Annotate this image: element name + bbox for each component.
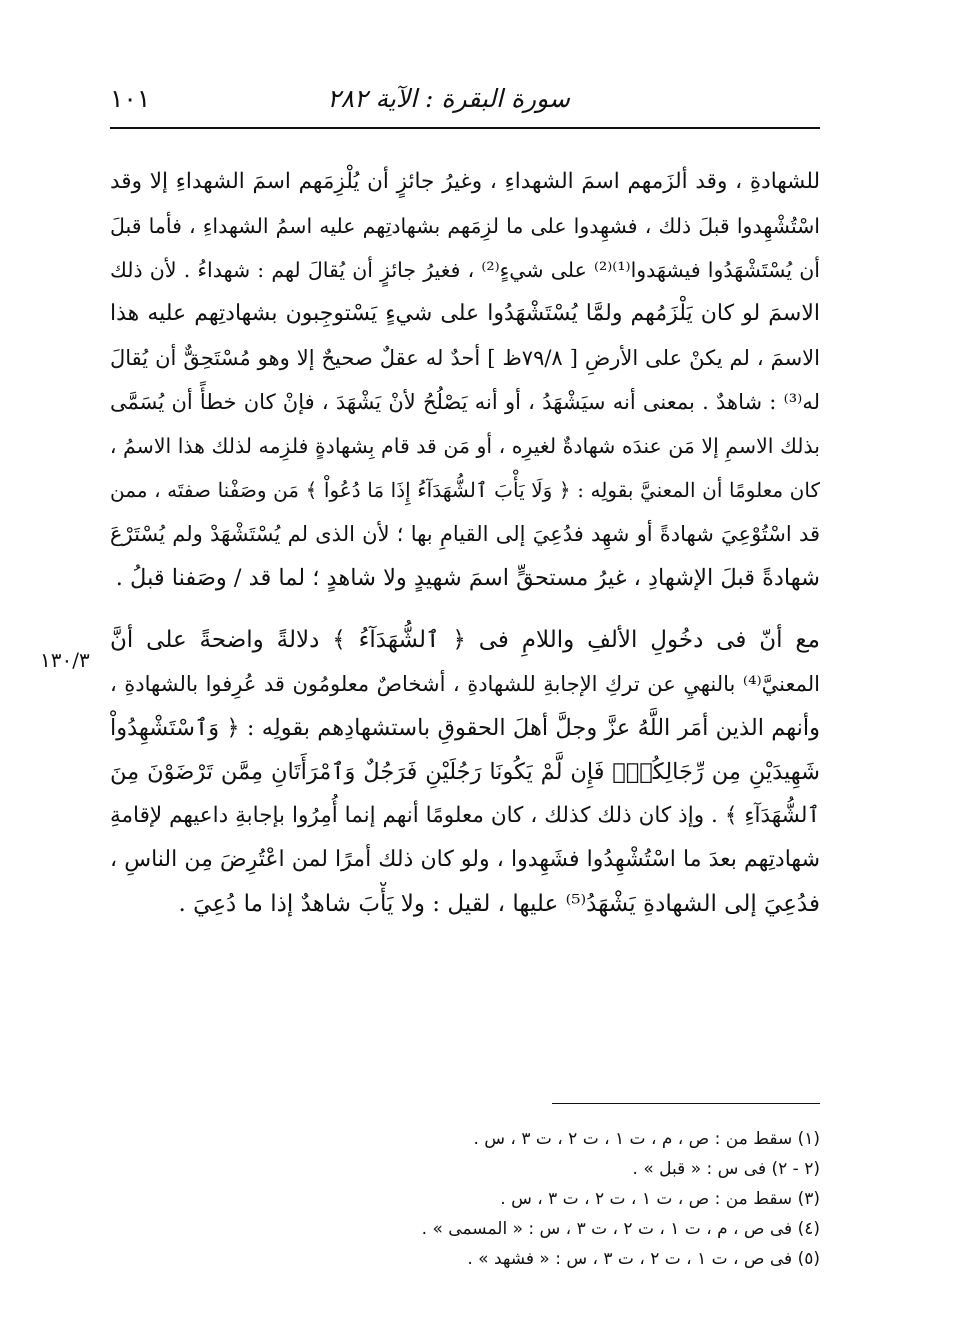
text-line: وأنهم الذين أمَر اللَّهُ عزَّ وجلَّ أهلَ الحقوقِ باستشهادِهم بقولِه : ﴿ وَٱسْتَشْهِدُواْ <box>110 715 820 741</box>
header-divider <box>110 127 820 129</box>
footnote-divider <box>552 1103 820 1104</box>
text-line: كان معلومًا أن المعنيَّ بقولِه : ﴿ وَلَا يَأْبَ ٱلشُّهَدَآءُ إِذَا مَا دُعُواْ ﴾ مَن وصَفْنا صفتَه ، ممن <box>110 478 820 502</box>
text-line: له⁽³⁾ : شاهدٌ . بمعنى أنه سيَشْهَدُ ، أو أنه يَصْلُحُ لأنْ يَشْهَدَ ، فإنْ كان خطأً أن يُسَمَّى <box>110 390 820 414</box>
text-line: الاسمَ لو كان يَلْزَمُهم ولمَّا يُسْتَشْهَدُوا على شيءٍ يَسْتوجِبون بشهادتِهم عليه هذا <box>110 301 820 326</box>
footnote: (٣) سقط من : ص ، ت ١ ، ت ٢ ، ت ٣ ، س . <box>500 1189 820 1209</box>
footnote: (٥) فى ص ، ت ١ ، ت ٢ ، ت ٣ ، س : « فشهد » . <box>467 1249 820 1269</box>
text-line: ٱلشُّهَدَآءِ ﴾ . وإذ كان ذلك كذلك ، كان معلومًا أنهم إنما أُمِرُوا بإجابةِ داعيهم لإقامةِ <box>110 803 820 828</box>
footnote: (٢ - ٢) فى س : « قبل » . <box>632 1159 820 1179</box>
footnote: (١) سقط من : ص ، م ، ت ١ ، ت ٢ ، ت ٣ ، س . <box>473 1129 820 1149</box>
paragraph-1 <box>110 160 820 600</box>
text-line: بذلك الاسمِ إلا مَن عندَه شهادةٌ لغيرِه ، أو مَن قد قام بِشهادةٍ فلزِمه لذلك هذا الاسمُ ، <box>110 434 820 458</box>
paragraph-2 <box>110 618 820 926</box>
text-line: اسْتُشْهِدوا قبلَ ذلك ، فشهِدوا على ما لزِمَهم بشهادتِهم عليه اسمُ الشهداءِ ، فأما قبلَ <box>110 214 820 238</box>
footnotes <box>110 1124 820 1274</box>
surah-verse-title: سورة البقرة : الآية ٢٨٢ <box>327 84 570 113</box>
text-line: شهادتِهم بعدَ ما اسْتُشْهِدُوا فشَهِدوا ، ولو كان ذلك أمرًا لمن اعْتُرِضَ مِن الناسِ ، <box>110 847 820 872</box>
text-line: مع أنّ فى دخُولِ الألفِ واللامِ فى ﴿ ٱلشُّهَدَآءُ ﴾ دلالةً واضحةً على أنَّ <box>110 627 820 653</box>
page-number: ١٠١ <box>110 84 151 113</box>
footnote: (٤) فى ص ، م ، ت ١ ، ت ٢ ، ت ٣ ، س : « المسمى » . <box>421 1219 820 1239</box>
main-text <box>110 160 820 926</box>
text-line: الاسمَ ، لم يكنْ على الأرضِ [ ٧٩/٨ظ ] أحدٌ له عقلٌ صحيحٌ إلا وهو مُسْتَحِقٌّ أن يُقالَ <box>110 346 820 370</box>
text-line: فدُعِيَ إلى الشهادةِ يَشْهَدُ⁽⁵⁾ عليها ، لقيل : ولا يَأْبَ شاهدٌ إذا ما دُعِيَ . <box>178 891 820 917</box>
text-line: المعنيَّ⁽⁴⁾ بالنهيِ عن تركِ الإجابةِ للشهادةِ ، أشخاصٌ معلومُون قد عُرِفوا بالشهادةِ ، <box>110 672 820 696</box>
text-line: للشهادةِ ، وقد ألزَمهم اسمَ الشهداءِ ، وغيرُ جائزٍ أن يُلْزِمَهم اسمَ الشهداءِ إلا وقد <box>110 169 820 194</box>
text-line: شهادةً قبلَ الإشهادِ ، غيرُ مستحقٍّ اسمَ شهيدٍ ولا شاهدٍ ؛ لما قد / وصَفنا قبلُ . <box>115 565 820 591</box>
text-line: قد اسْتُوْعِيَ شهادةً أو شهِد فدُعِيَ إلى القيامِ بها ؛ لأن الذى لم يُسْتَشْهَدْ ولم يُسْتَرْعَ <box>110 522 820 546</box>
running-header <box>110 80 820 124</box>
text-line: شَهِيدَيْنِ مِن رِّجَالِكُمْۖ فَإِن لَّمْ يَكُونَا رَجُلَيْنِ فَرَجُلٌ وَٱمْرَأَتَانِ مِمَّن تَرْضَوْنَ مِنَ <box>110 759 820 785</box>
margin-reference: ١٣٠/٣ <box>40 648 90 672</box>
text-line: أن يُسْتَشْهَدُوا فيشهَدوا⁽¹⁾⁽²⁾ على شيءٍ⁽²⁾ ، فغيرُ جائزٍ أن يُقالَ لهم : شهداءُ . لأن ذلك <box>110 258 820 282</box>
